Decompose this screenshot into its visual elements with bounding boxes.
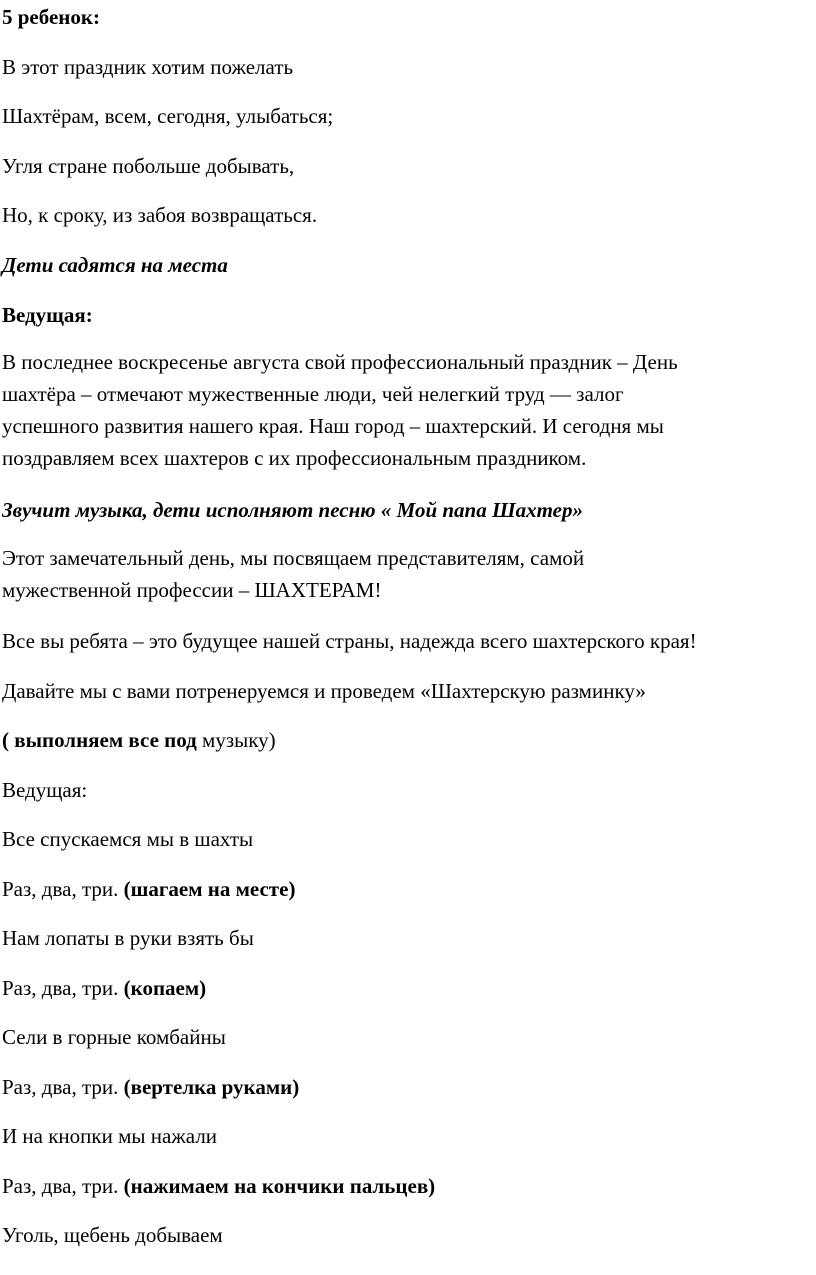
speaker-heading-host: Ведущая: (2, 303, 93, 327)
verse-line-8: Раз, два, три. (нажимаем на кончики пальцев) (2, 1174, 436, 1198)
poem-line-3: Угля стране побольше добывать, (2, 154, 295, 178)
poem-line-4: Но, к сроку, из забоя возвращаться. (2, 203, 318, 227)
music-instruction-bold: ( выполняем все под (2, 728, 197, 752)
verse-line-3: Нам лопаты в руки взять бы (2, 926, 254, 950)
dedication-line-2: мужественной профессии – ШАХТЕРАМ! (2, 578, 382, 602)
stage-direction-sit: Дети садятся на места (2, 253, 228, 277)
verse-line-7: И на кнопки мы нажали (2, 1124, 218, 1148)
verse-line-6: Раз, два, три. (вертелка руками) (2, 1075, 300, 1099)
music-instruction-rest: музыку) (196, 728, 276, 752)
verse-line-4: Раз, два, три. (копаем) (2, 976, 207, 1000)
speaker-heading-child-5: 5 ребенок: (2, 5, 100, 29)
future-line: Все вы ребята – это будущее нашей страны, надежда всего шахтерского края! (2, 629, 697, 653)
stage-direction-song: Звучит музыка, дети исполняют песню « Мой папа Шахтер» (2, 498, 584, 522)
verse-line-5: Сели в горные комбайны (2, 1025, 226, 1049)
dedication-paragraph (2, 542, 802, 606)
speaker-heading-host-2: Ведущая: (2, 778, 88, 802)
poem-line-1: В этот праздник хотим пожелать (2, 55, 294, 79)
music-instruction (2, 725, 276, 755)
dedication-line-1: Этот замечательный день, мы посвящаем представителям, самой (2, 546, 585, 570)
warmup-line: Давайте мы с вами потренеруемся и проведем «Шахтерскую разминку» (2, 679, 646, 703)
verse-line-1: Все спускаемся мы в шахты (2, 827, 254, 851)
intro-line-1: В последнее воскресенье августа свой профессиональный праздник – День (2, 350, 678, 374)
verse-line-9: Уголь, щебень добываем (2, 1223, 223, 1247)
intro-line-4: поздравляем всех шахтеров с их профессиональным праздником. (2, 446, 587, 470)
verse-line-2: Раз, два, три. (шагаем на месте) (2, 877, 296, 901)
intro-line-3: успешного развития нашего края. Наш город – шахтерский. И сегодня мы (2, 414, 664, 438)
poem-line-2: Шахтёрам, всем, сегодня, улыбаться; (2, 104, 334, 128)
intro-paragraph (2, 346, 802, 474)
intro-line-2: шахтёра – отмечают мужественные люди, чей нелегкий труд — залог (2, 382, 624, 406)
